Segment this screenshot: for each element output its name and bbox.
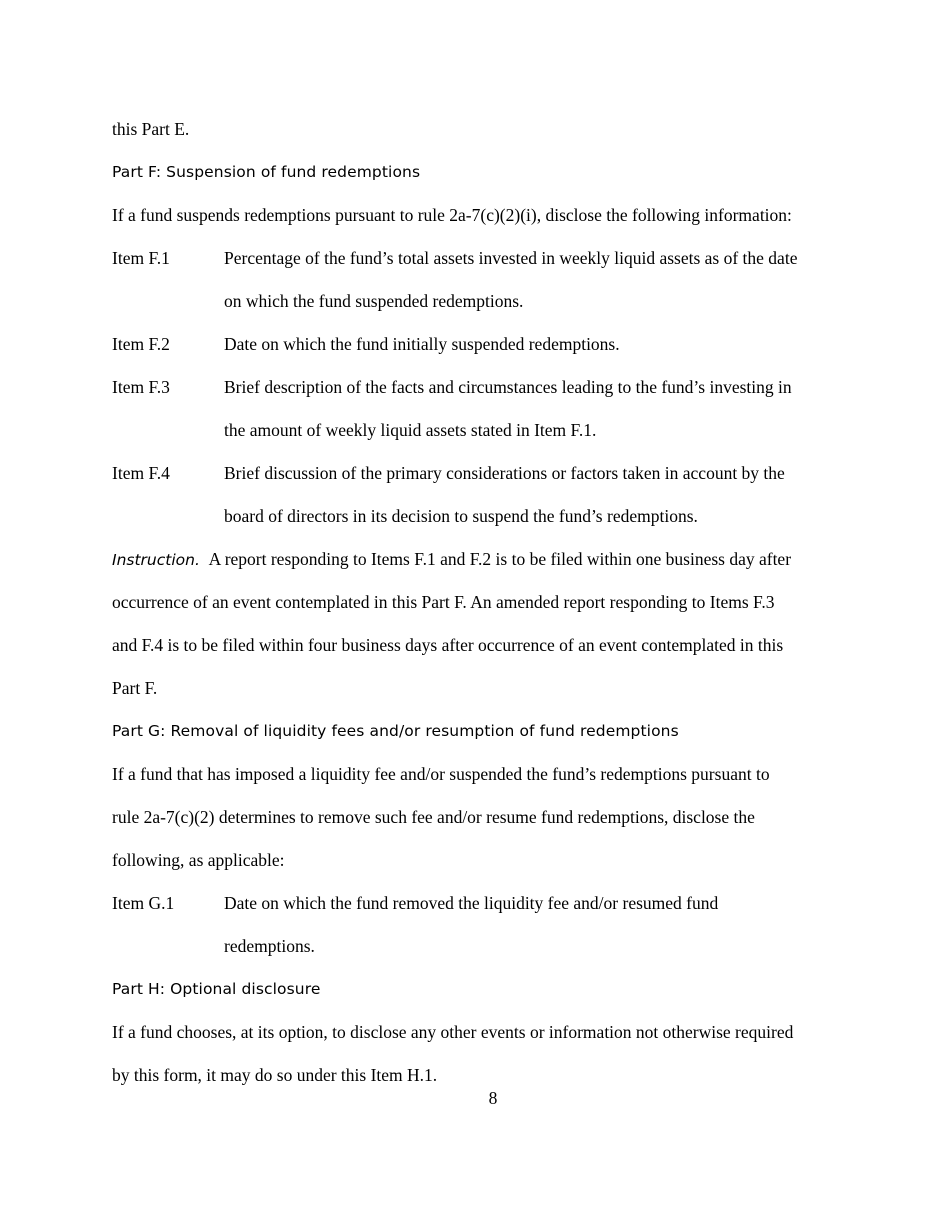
item-g1-label: Item G.1 bbox=[112, 893, 175, 913]
part-g-heading: Part G: Removal of liquidity fees and/or resumption of fund redemptions bbox=[112, 722, 679, 740]
instruction-line-3: and F.4 is to be filed within four business days after occurrence of an event contemplated in this bbox=[112, 635, 784, 655]
item-f4-text bbox=[224, 452, 852, 538]
part-g-intro-line-2: rule 2a-7(c)(2) determines to remove such fee and/or resume fund redemptions, disclose the bbox=[112, 807, 755, 827]
part-f-intro: If a fund suspends redemptions pursuant to rule 2a-7(c)(2)(i), disclose the following information: bbox=[112, 205, 792, 225]
item-f1 bbox=[112, 237, 852, 323]
item-f4 bbox=[112, 452, 852, 538]
item-f3 bbox=[112, 366, 852, 452]
item-g1-text bbox=[224, 882, 852, 968]
instruction-line-1 bbox=[112, 538, 852, 581]
part-f-heading: Part F: Suspension of fund redemptions bbox=[112, 163, 421, 181]
item-f2-label: Item F.2 bbox=[112, 334, 170, 354]
item-g1-line-1: Date on which the fund removed the liquidity fee and/or resumed fund bbox=[224, 893, 719, 913]
item-f1-text bbox=[224, 237, 852, 323]
instruction-line-4: Part F. bbox=[112, 678, 158, 698]
part-h-heading: Part H: Optional disclosure bbox=[112, 980, 321, 998]
part-h-intro-line-1: If a fund chooses, at its option, to disclose any other events or information not otherwise required bbox=[112, 1022, 794, 1042]
page-number: 8 bbox=[488, 1088, 498, 1108]
item-f1-label: Item F.1 bbox=[112, 248, 170, 268]
item-f4-line-2: board of directors in its decision to suspend the fund’s redemptions. bbox=[224, 506, 698, 526]
item-f2 bbox=[112, 323, 852, 366]
continuation-line: this Part E. bbox=[112, 119, 190, 139]
instruction-text-1: A report responding to Items F.1 and F.2 is to be filed within one business day after bbox=[208, 549, 792, 569]
part-g-intro-line-1: If a fund that has imposed a liquidity fee and/or suspended the fund’s redemptions pursuant to bbox=[112, 764, 770, 784]
item-f4-label: Item F.4 bbox=[112, 463, 170, 483]
item-f2-line-1: Date on which the fund initially suspended redemptions. bbox=[224, 334, 620, 354]
instruction-line-2: occurrence of an event contemplated in this Part F. An amended report responding to Items F.3 bbox=[112, 592, 775, 612]
item-f3-label: Item F.3 bbox=[112, 377, 170, 397]
part-h-intro-line-2: by this form, it may do so under this Item H.1. bbox=[112, 1065, 438, 1085]
document-page bbox=[112, 108, 852, 1097]
part-g-intro-line-3: following, as applicable: bbox=[112, 850, 285, 870]
item-f3-line-2: the amount of weekly liquid assets stated in Item F.1. bbox=[224, 420, 597, 440]
item-g1 bbox=[112, 882, 852, 968]
item-f3-line-1: Brief description of the facts and circumstances leading to the fund’s investing in bbox=[224, 377, 792, 397]
instruction-label: Instruction. bbox=[112, 551, 200, 569]
item-f1-line-2: on which the fund suspended redemptions. bbox=[224, 291, 524, 311]
item-f4-line-1: Brief discussion of the primary considerations or factors taken in account by the bbox=[224, 463, 785, 483]
item-g1-line-2: redemptions. bbox=[224, 936, 315, 956]
item-f3-text bbox=[224, 366, 852, 452]
item-f1-line-1: Percentage of the fund’s total assets invested in weekly liquid assets as of the date bbox=[224, 248, 798, 268]
item-f2-text bbox=[224, 323, 852, 366]
